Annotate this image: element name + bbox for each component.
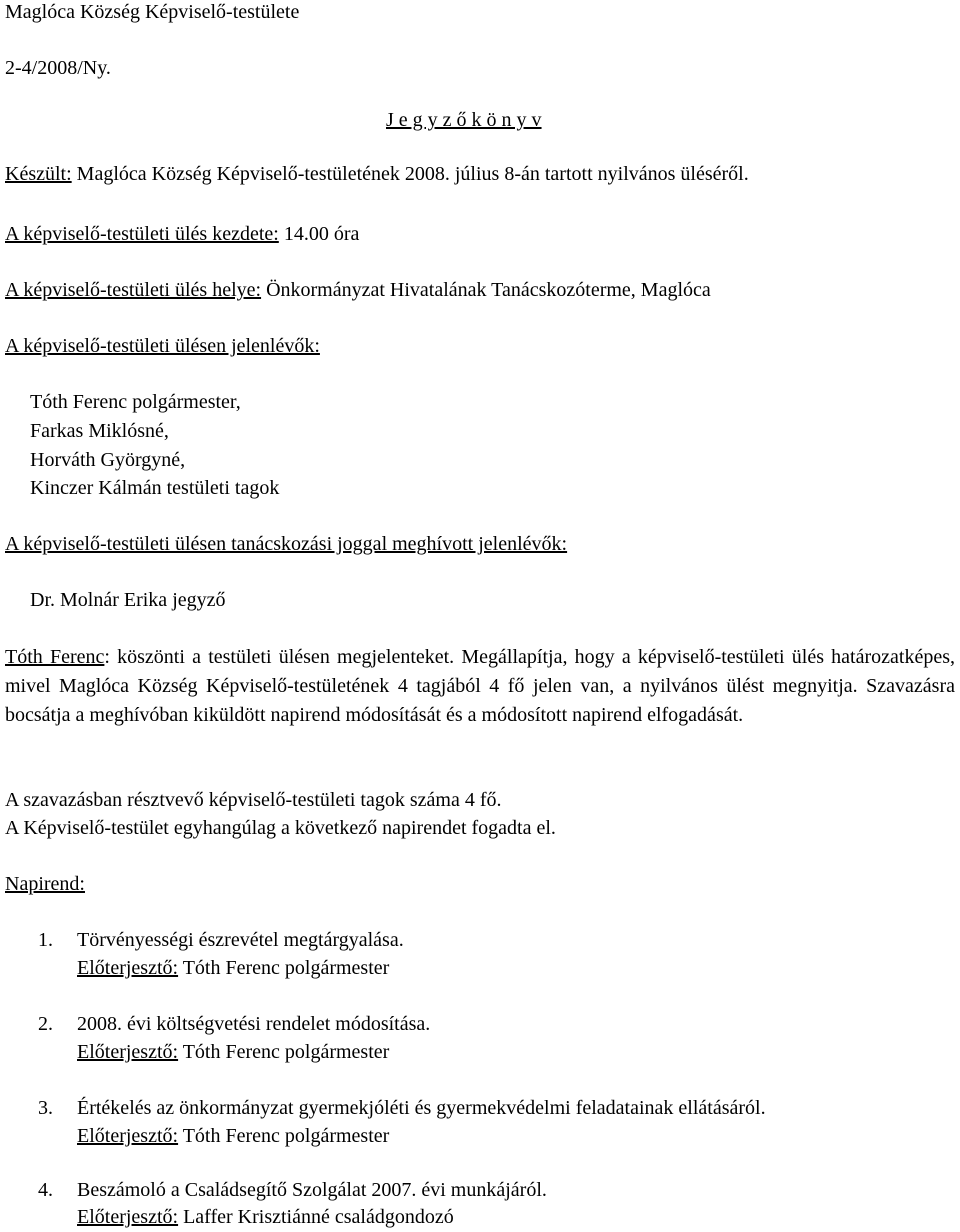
agenda-item-presenter-line (77, 1203, 454, 1232)
presenter-label: Előterjesztő: (77, 1041, 179, 1063)
agenda-item-presenter-line (77, 1122, 389, 1151)
opening-speaker: Tóth Ferenc (5, 646, 105, 668)
agenda-item-number: 2. (38, 1013, 53, 1035)
start-line (5, 220, 359, 249)
attendee-item: Horváth Györgyné, (30, 449, 186, 471)
attendee-item: Tóth Ferenc polgármester, (30, 391, 241, 413)
agenda-item-title: Beszámoló a Családsegítő Szolgálat 2007. évi munkájáról. (77, 1179, 547, 1201)
opening-text: : köszönti a testületi ülésen megjelenteket. Megállapítja, hogy a képviselő-testületi ülés határozatképes, mivel Maglóca Község Képviselő-testületének 4 tagjából 4 fő jelen van, a nyilvános ülést megnyitja. Szavazásra bocsátja a meghívóban kiküldött napirend módosítását és a módosított napirend elfogadását. (5, 646, 956, 726)
agenda-item-number: 1. (38, 929, 53, 951)
agenda-item-number: 3. (38, 1097, 53, 1119)
attendees-heading: A képviselő-testületi ülésen jelenlévők: (5, 335, 320, 357)
reference-number: 2-4/2008/Ny. (5, 57, 111, 79)
agenda-item-title: 2008. évi költségvetési rendelet módosítása. (77, 1013, 431, 1035)
advisory-heading: A képviselő-testületi ülésen tanácskozási joggal meghívott jelenlévők: (5, 533, 568, 555)
start-label: A képviselő-testületi ülés kezdete: (5, 223, 279, 245)
presenter-label: Előterjesztő: (77, 1125, 179, 1147)
presenter-name: Tóth Ferenc polgármester (178, 957, 390, 979)
presenter-name: Laffer Krisztiánné családgondozó (178, 1206, 454, 1228)
organization-name: Maglóca Község Képviselő-testülete (5, 1, 300, 23)
attendee-item: Farkas Miklósné, (30, 420, 169, 442)
presenter-name: Tóth Ferenc polgármester (178, 1125, 390, 1147)
agenda-item-presenter-line (77, 954, 389, 983)
made-label: Készült: (5, 163, 72, 185)
agenda-item-presenter-line (77, 1038, 389, 1067)
presenter-label: Előterjesztő: (77, 957, 179, 979)
made-line (5, 160, 749, 189)
agenda-item-title: Törvényességi észrevétel megtárgyalása. (77, 929, 404, 951)
agenda-item-number: 4. (38, 1179, 53, 1201)
advisory-member: Dr. Molnár Erika jegyző (30, 589, 226, 611)
presenter-label: Előterjesztő: (77, 1206, 179, 1228)
document-title: J e g y z ő k ö n y v (386, 109, 542, 131)
place-value: Önkormányzat Hivatalának Tanácskozóterme, Maglóca (261, 279, 711, 301)
vote-result-line: A Képviselő-testület egyhangúlag a következő napirendet fogadta el. (5, 817, 556, 839)
attendee-item: Kinczer Kálmán testületi tagok (30, 477, 280, 499)
place-line (5, 276, 711, 305)
opening-paragraph (5, 643, 955, 730)
start-value: 14.00 óra (278, 223, 360, 245)
agenda-item-title: Értékelés az önkormányzat gyermekjóléti és gyermekvédelmi feladatainak ellátásáról. (77, 1097, 766, 1119)
agenda-heading: Napirend: (5, 873, 85, 895)
presenter-name: Tóth Ferenc polgármester (178, 1041, 390, 1063)
vote-count-line: A szavazásban résztvevő képviselő-testületi tagok száma 4 fő. (5, 789, 502, 811)
made-text: Maglóca Község Képviselő-testületének 2008. július 8-án tartott nyilvános üléséről. (71, 163, 749, 185)
place-label: A képviselő-testületi ülés helye: (5, 279, 262, 301)
